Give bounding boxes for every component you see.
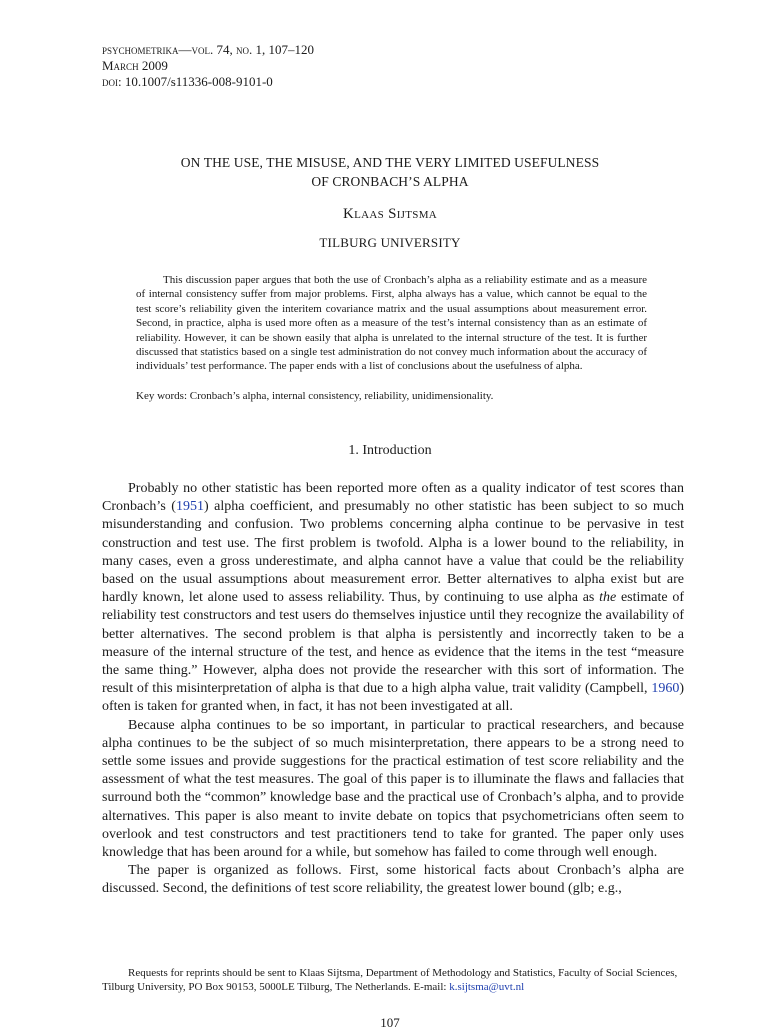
publication-date: March 2009 [102, 58, 168, 73]
journal-volume-line [102, 42, 314, 58]
paper-title [0, 153, 768, 191]
journal-name: psychometrika [102, 42, 179, 57]
paragraph-1-part-d: ) often is taken for granted when, in fact, it has not been investigated at all. [102, 681, 684, 715]
title-line-1: ON THE USE, THE MISUSE, AND THE VERY LIMITED USEFULNESS [180, 155, 600, 170]
paragraph-1-part-c: estimate of reliability test constructors and test users do themselves injustice until they recognize the availability of better alternatives. The second problem is that alpha is persistently and incorrectly taken to be a measure of the internal structure of the test, and hence as evidence that the items in the test “measure the same thing.” However, alpha does not provide the researcher with this sort of information. The result of this misinterpretation of alpha is that due to a high alpha value, trait validity (Campbell, [102, 590, 685, 697]
paragraph-3: The paper is organized as follows. First, some historical facts about Cronbach’s alpha are discussed. Second, the definitions of test score reliability, the greatest lower bound (glb; e.g., [102, 863, 684, 897]
footnote-text: Requests for reprints should be sent to Klaas Sijtsma, Department of Methodology and Statistics, Faculty of Social Sciences, Tilburg University, PO Box 90153, 5000LE Tilburg, The Netherlands. E-mail: [102, 967, 678, 994]
email-link[interactable]: k.sijtsma@uvt.nl [449, 981, 525, 994]
doi-line [102, 74, 314, 90]
paragraph-2: Because alpha continues to be so important, in particular to practical researchers, and because alpha continues to be the subject of so much misinterpretation, there appears to be a strong need to settle some issues and provide suggestions for the practical estimation of test score reliability and the assessment of what the test measures. The goal of this paper is to illuminate the flaws and fallacies that surround both the “common” knowledge base and the practical use of Cronbach’s alpha, and to provide alternatives. This paper is also meant to invite debate on topics that psychometricians often seem to overlook and test constructors and test practitioners tend to take for granted. The paper only uses knowledge that has been around for a while, but somehow has failed to come through well enough. [102, 717, 684, 861]
author-name: Klaas Sijtsma [342, 206, 438, 222]
citation-link-1960[interactable]: 1960 [651, 681, 680, 697]
paragraph-1 [102, 480, 684, 717]
title-line-2: OF CRONBACH’S ALPHA [311, 174, 469, 189]
paragraph-1-part-a: Probably no other statistic has been reported more often as a quality indicator of test scores than Cronbach’s ( [102, 481, 684, 515]
paragraph-1-emphasis: the [599, 590, 617, 606]
paragraph-1-part-b: ) alpha coefficient, and presumably no other statistic has been subject to so much misunderstanding and confusion. Two problems concerning alpha continue to be pervasive in test construction and test use. The first problem is twofold. Alpha is a lower bound to the reliability, in many cases, even a gross underestimate, and alpha cannot have a value that could be the reliability based on the usual assumptions about measurement error. Better alternatives to alpha exist but are hardly known, let alone used to assess reliability. Thus, by continuing to use alpha as [102, 499, 684, 606]
volume-prefix: —vol. 74, no. [178, 42, 256, 57]
affiliation: TILBURG UNIVERSITY [319, 235, 461, 250]
body-text [102, 480, 684, 899]
keywords: Key words: Cronbach’s alpha, internal consistency, reliability, unidimensionality. [136, 390, 494, 402]
abstract: This discussion paper argues that both the use of Cronbach’s alpha as a reliability estimate and as a measure of internal consistency suffer from major problems. First, alpha always has a value, which cannot be equal to the test score’s reliability given the interitem covariance matrix and the usual assumptions about measurement error. Second, in practice, alpha is used more often as a measure of the test’s internal consistency than as an estimate of reliability. However, it can be shown easily that alpha is unrelated to the internal structure of the test. It is further discussed that statistics based on a single test administration do not convey much information about the accuracy of individuals’ test performance. The paper ends with a list of conclusions about the usefulness of alpha. [136, 274, 647, 373]
volume-pages: 1, 107–120 [255, 42, 315, 57]
section-heading: 1. Introduction [348, 443, 432, 458]
journal-header [102, 42, 314, 90]
page-number: 107 [380, 1015, 400, 1030]
doi-value: : 10.1007/s11336-008-9101-0 [118, 74, 273, 89]
citation-link-1951[interactable]: 1951 [175, 499, 204, 515]
doi-label: doi [102, 74, 118, 89]
footnote [102, 966, 684, 995]
